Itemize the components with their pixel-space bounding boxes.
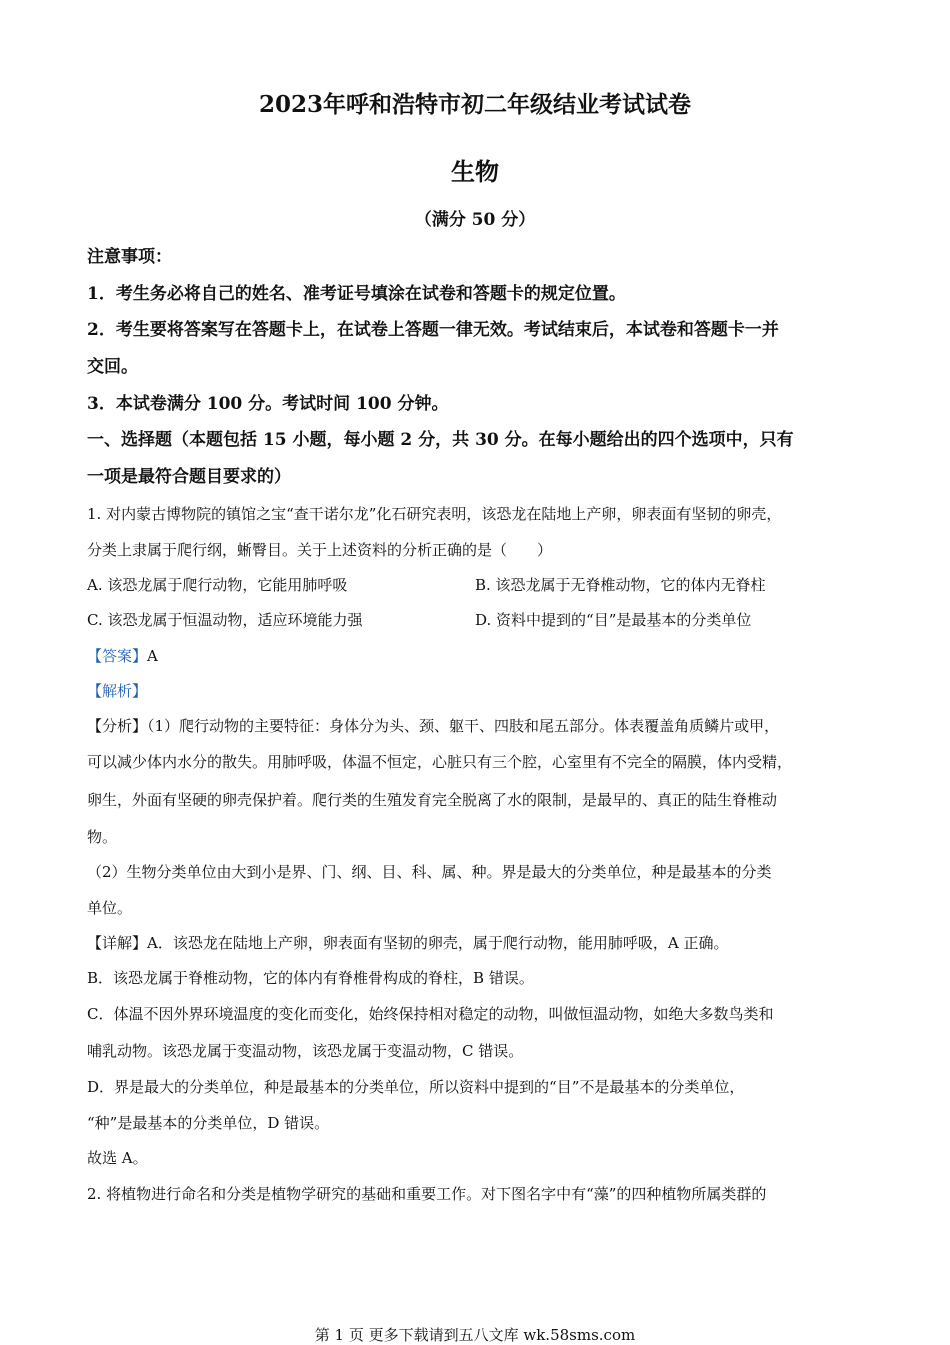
q1-option-d: D. 资料中提到的“目”是最基本的分类单位: [475, 611, 752, 629]
section-heading: 一、选择题（本题包括 15 小题，每小题 2 分，共 30 分。在每小题给出的四个选项中，只有: [87, 430, 794, 450]
exam-title: 2023年呼和浩特市初二年级结业考试试卷: [258, 91, 691, 118]
q1-option-c: C. 该恐龙属于恒温动物，适应环境能力强: [87, 611, 363, 629]
section-heading-cont: 一项是最符合题目要求的）: [87, 467, 291, 487]
q1-option-b: B. 该恐龙属于无脊椎动物，它的体内无脊柱: [475, 576, 766, 594]
fenxi-line-1: [87, 716, 779, 736]
answer-tag: 【答案】: [87, 647, 148, 665]
fenxi-line-2: 可以减少体内水分的散失。用肺呼吸，体温不恒定，心脏只有三个腔，心室里有不完全的隔膜，体内受精，: [87, 753, 793, 771]
notice-item-1: 1．考生务必将自己的姓名、准考证号填涂在试卷和答题卡的规定位置。: [87, 284, 626, 304]
fenxi-line-5: （2）生物分类单位由大到小是界、门、纲、目、科、属、种。界是最大的分类单位，种是最基本的分类: [87, 863, 772, 881]
q1-answer: [87, 646, 158, 666]
xiangjie-tag: 【详解】: [87, 934, 148, 952]
answer-value: A: [147, 647, 158, 665]
conclusion: 故选 A。: [87, 1149, 148, 1167]
fenxi-line-4: 物。: [87, 828, 118, 846]
xiangjie-line-b: B．该恐龙属于脊椎动物，它的体内有脊椎骨构成的脊柱，B 错误。: [87, 969, 534, 987]
q2-stem: 2. 将植物进行命名和分类是植物学研究的基础和重要工作。对下图名字中有“藻”的四种植物所属类群的: [87, 1185, 767, 1203]
subject-title: 生物: [451, 157, 499, 186]
xiangjie-text-a: A．该恐龙在陆地上产卵，卵表面有坚韧的卵壳，属于爬行动物，能用肺呼吸，A 正确。: [147, 934, 729, 952]
fenxi-line-6: 单位。: [87, 899, 133, 917]
fenxi-tag: 【分析】: [87, 717, 148, 735]
notice-item-3: 3．本试卷满分 100 分。考试时间 100 分钟。: [87, 394, 449, 414]
q1-stem: 1. 对内蒙古博物院的镇馆之宝“查干诺尔龙”化石研究表明，该恐龙在陆地上产卵，卵表面有坚韧的卵壳，: [87, 505, 782, 523]
q1-stem-cont: 分类上隶属于爬行纲，蜥臀目。关于上述资料的分析正确的是（ ）: [87, 541, 553, 559]
analysis-tag: 【解析】: [87, 682, 148, 700]
xiangjie-line-c1: C．体温不因外界环境温度的变化而变化，始终保持相对稳定的动物，叫做恒温动物，如绝大多数鸟类和: [87, 1005, 774, 1023]
xiangjie-line-d1: D．界是最大的分类单位，种是最基本的分类单位，所以资料中提到的“目”不是最基本的分类单位，: [87, 1078, 745, 1096]
xiangjie-line-a: [87, 933, 728, 953]
notice-item-2-cont: 交回。: [87, 357, 138, 377]
fenxi-line-3: 卵生，外面有坚硬的卵壳保护着。爬行类的生殖发育完全脱离了水的限制，是最早的、真正的陆生脊椎动: [87, 791, 778, 809]
fenxi-text-1: （1）爬行动物的主要特征：身体分为头、颈、躯干、四肢和尾五部分。体表覆盖角质鳞片或甲，: [147, 717, 780, 735]
page-footer: 第 1 页 更多下载请到五八文库 wk.58sms.com: [314, 1326, 636, 1344]
q1-option-a: A. 该恐龙属于爬行动物，它能用肺呼吸: [87, 576, 348, 594]
notice-heading: 注意事项：: [87, 247, 172, 267]
xiangjie-line-d2: “种”是最基本的分类单位，D 错误。: [87, 1114, 330, 1132]
notice-item-2: 2．考生要将答案写在答题卡上，在试卷上答题一律无效。考试结束后，本试卷和答题卡一并: [87, 320, 779, 340]
full-score: （满分 50 分）: [414, 210, 536, 230]
xiangjie-line-c2: 哺乳动物。该恐龙属于变温动物，该恐龙属于变温动物，C 错误。: [87, 1042, 524, 1060]
